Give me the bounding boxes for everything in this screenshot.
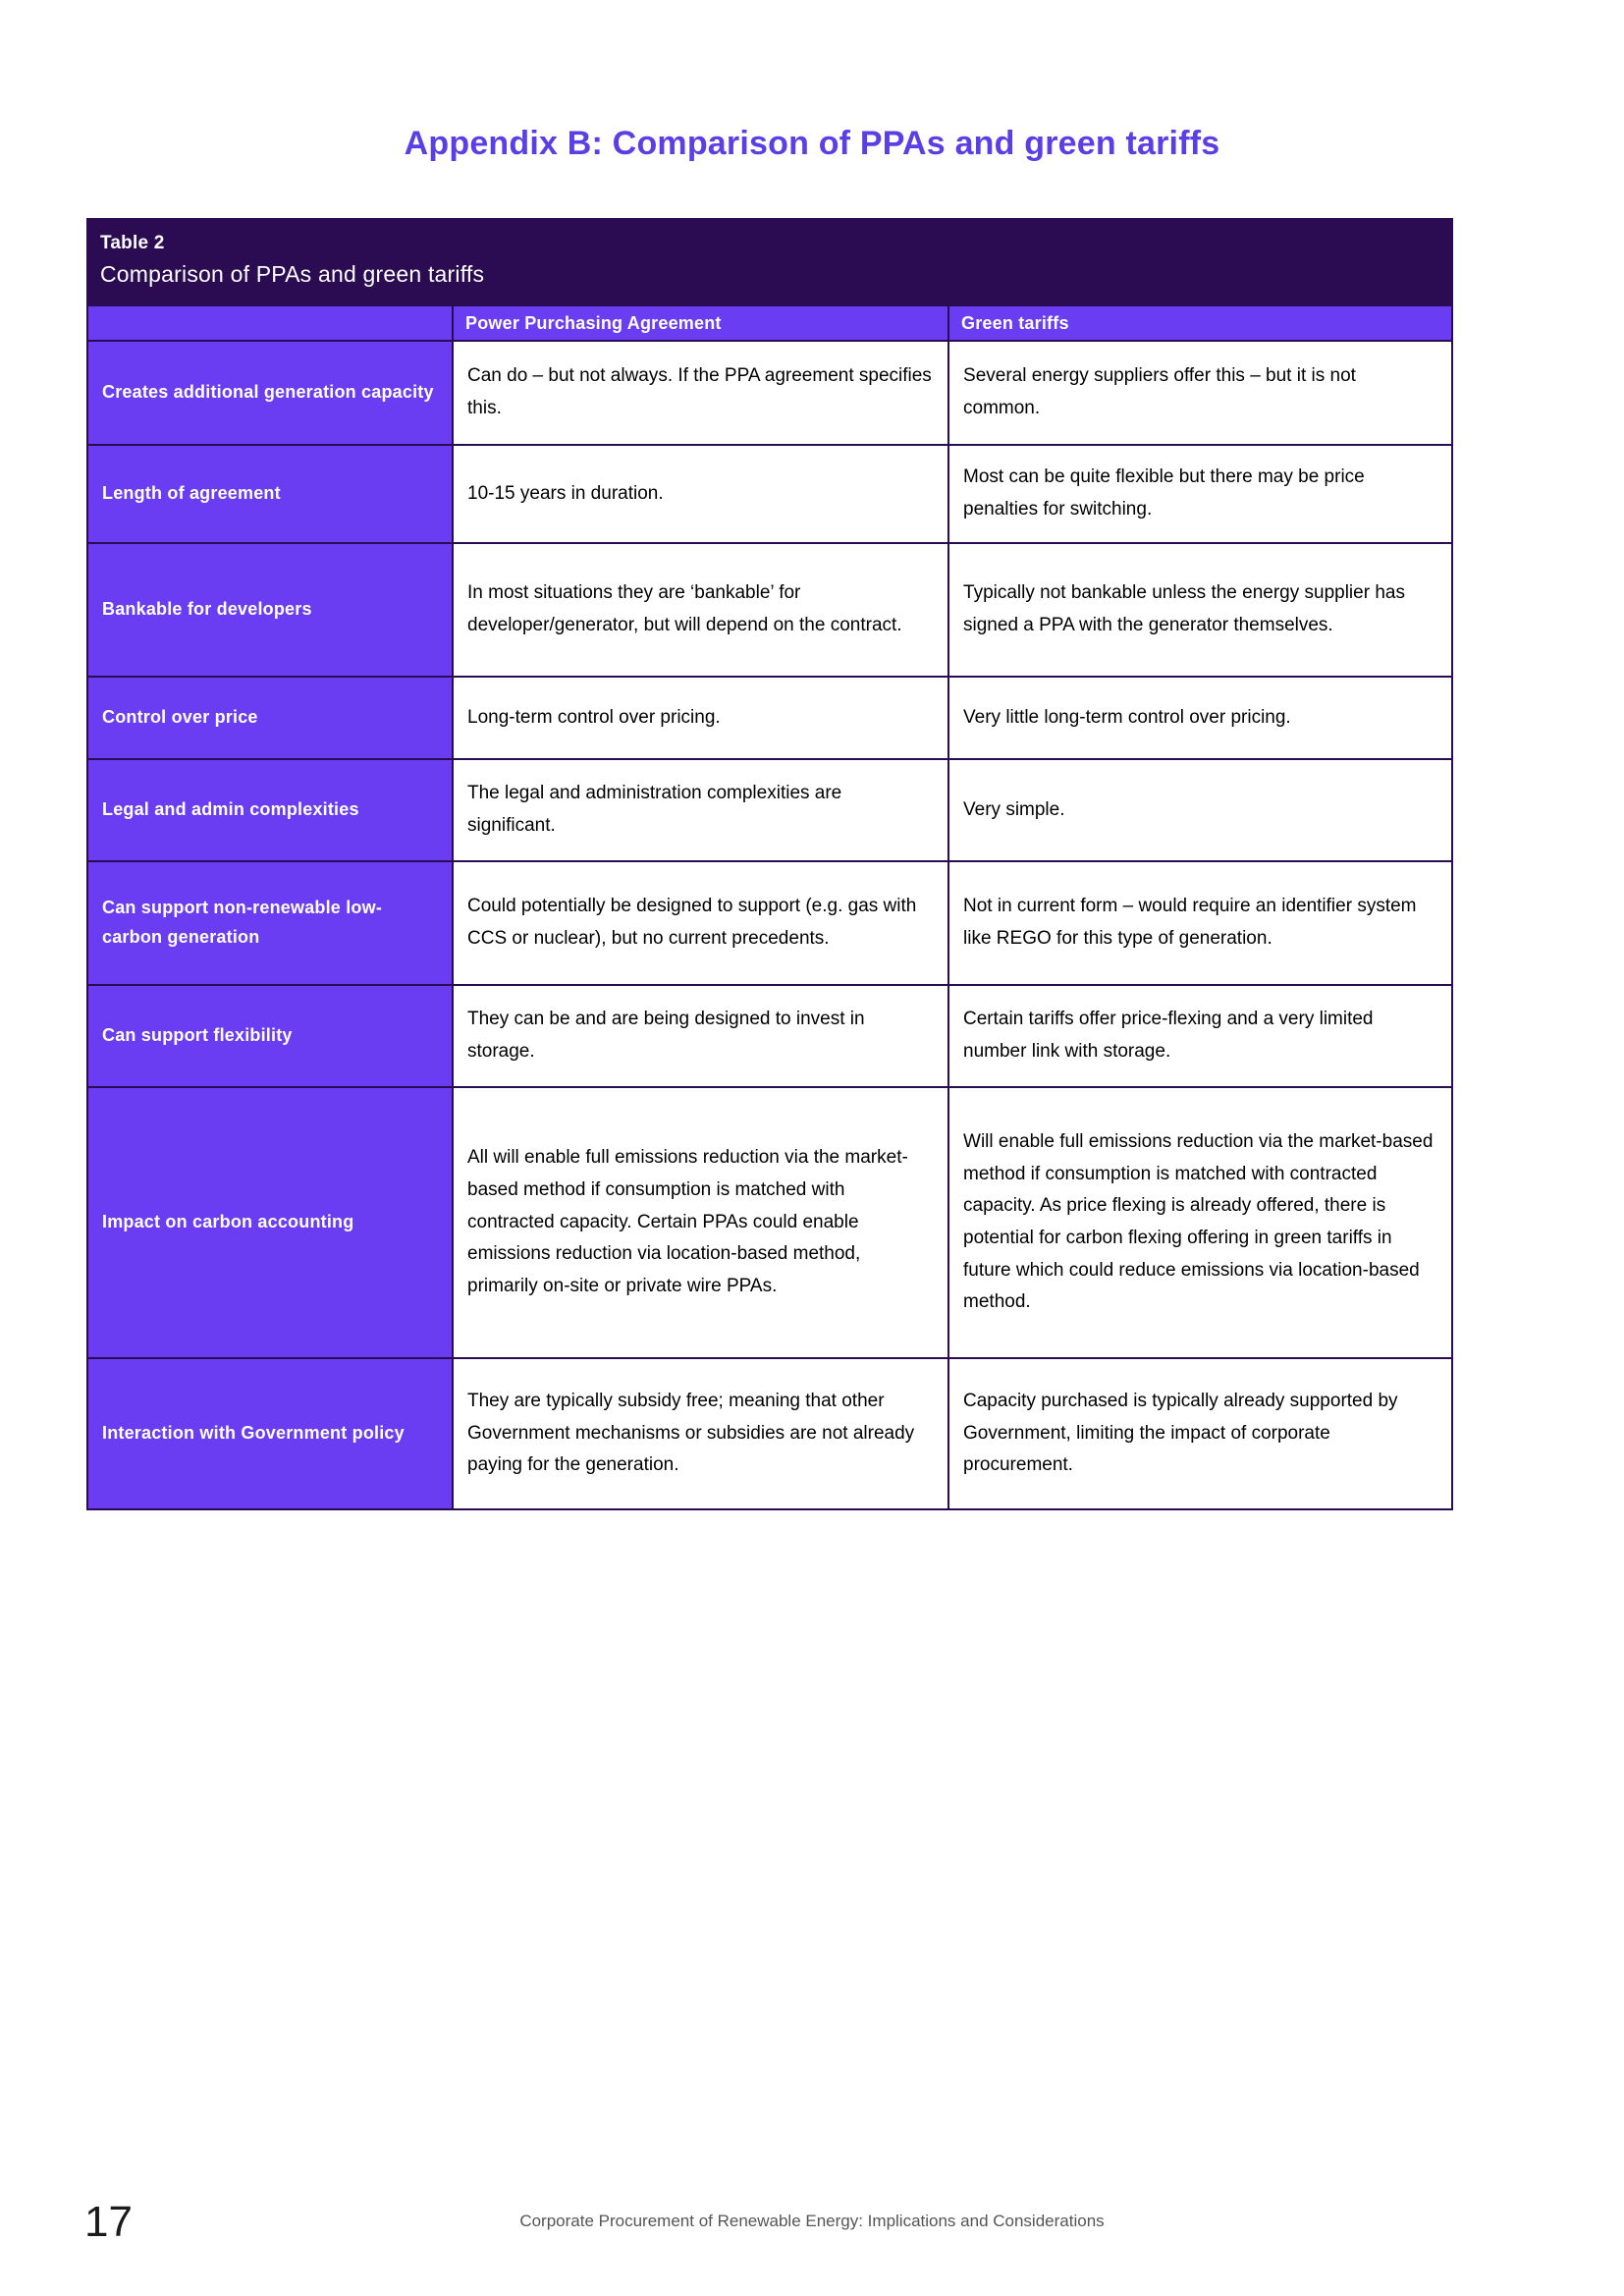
cell-green: Very simple. — [948, 759, 1452, 861]
page-title: Appendix B: Comparison of PPAs and green tariffs — [404, 124, 1220, 162]
cell-ppa: Can do – but not always. If the PPA agreement specifies this. — [453, 341, 948, 445]
column-header-ppa: Power Purchasing Agreement — [453, 305, 948, 341]
table-caption-cell — [87, 219, 948, 305]
table-row — [87, 543, 1452, 677]
comparison-table — [86, 218, 1453, 1510]
table-row — [87, 1087, 1452, 1358]
row-label: Can support non-renewable low-carbon generation — [87, 861, 453, 985]
cell-green: Typically not bankable unless the energy supplier has signed a PPA with the generator themselves. — [948, 543, 1452, 677]
table-row — [87, 1358, 1452, 1509]
cell-green: Not in current form – would require an identifier system like REGO for this type of generation. — [948, 861, 1452, 985]
cell-ppa: In most situations they are ‘bankable’ for developer/generator, but will depend on the contract. — [453, 543, 948, 677]
row-label: Impact on carbon accounting — [87, 1087, 453, 1358]
cell-green: Capacity purchased is typically already supported by Government, limiting the impact of corporate procurement. — [948, 1358, 1452, 1509]
cell-ppa: The legal and administration complexities are significant. — [453, 759, 948, 861]
table-row — [87, 445, 1452, 543]
cell-ppa: All will enable full emissions reduction via the market-based method if consumption is matched with contracted capacity. Certain PPAs could enable emissions reduction via location-based method, primarily on-site or private wire PPAs. — [453, 1087, 948, 1358]
table-header-row — [87, 305, 1452, 341]
cell-ppa: 10-15 years in duration. — [453, 445, 948, 543]
footer-title: Corporate Procurement of Renewable Energy: Implications and Considerations — [519, 2212, 1105, 2230]
table-caption-row — [87, 219, 1452, 305]
cell-green: Certain tariffs offer price-flexing and a very limited number link with storage. — [948, 985, 1452, 1087]
table-row — [87, 759, 1452, 861]
row-label: Legal and admin complexities — [87, 759, 453, 861]
row-label: Control over price — [87, 677, 453, 759]
page-number: 17 — [84, 2198, 133, 2246]
cell-ppa: They are typically subsidy free; meaning that other Government mechanisms or subsidies are not already paying for the generation. — [453, 1358, 948, 1509]
row-label: Creates additional generation capacity — [87, 341, 453, 445]
comparison-table-container — [86, 218, 1453, 1510]
cell-ppa: Long-term control over pricing. — [453, 677, 948, 759]
row-label: Length of agreement — [87, 445, 453, 543]
cell-green: Most can be quite flexible but there may be price penalties for switching. — [948, 445, 1452, 543]
cell-ppa: They can be and are being designed to invest in storage. — [453, 985, 948, 1087]
row-label: Interaction with Government policy — [87, 1358, 453, 1509]
row-label: Bankable for developers — [87, 543, 453, 677]
table-row — [87, 985, 1452, 1087]
column-header-green-tariffs: Green tariffs — [948, 305, 1452, 341]
column-header-rowlabel — [87, 305, 453, 341]
table-caption-label: Table 2 — [100, 233, 165, 253]
cell-green: Very little long-term control over pricing. — [948, 677, 1452, 759]
cell-green: Will enable full emissions reduction via the market-based method if consumption is matched with contracted capacity. As price flexing is already offered, there is potential for carbon flexing offering in green tariffs in future which could reduce emissions via location-based method. — [948, 1087, 1452, 1358]
cell-ppa: Could potentially be designed to support (e.g. gas with CCS or nuclear), but no current precedents. — [453, 861, 948, 985]
table-caption-blank-cell — [948, 219, 1452, 305]
table-caption-title: Comparison of PPAs and green tariffs — [100, 260, 485, 287]
table-row — [87, 677, 1452, 759]
table-row — [87, 861, 1452, 985]
table-row — [87, 341, 1452, 445]
cell-green: Several energy suppliers offer this – but it is not common. — [948, 341, 1452, 445]
row-label: Can support flexibility — [87, 985, 453, 1087]
